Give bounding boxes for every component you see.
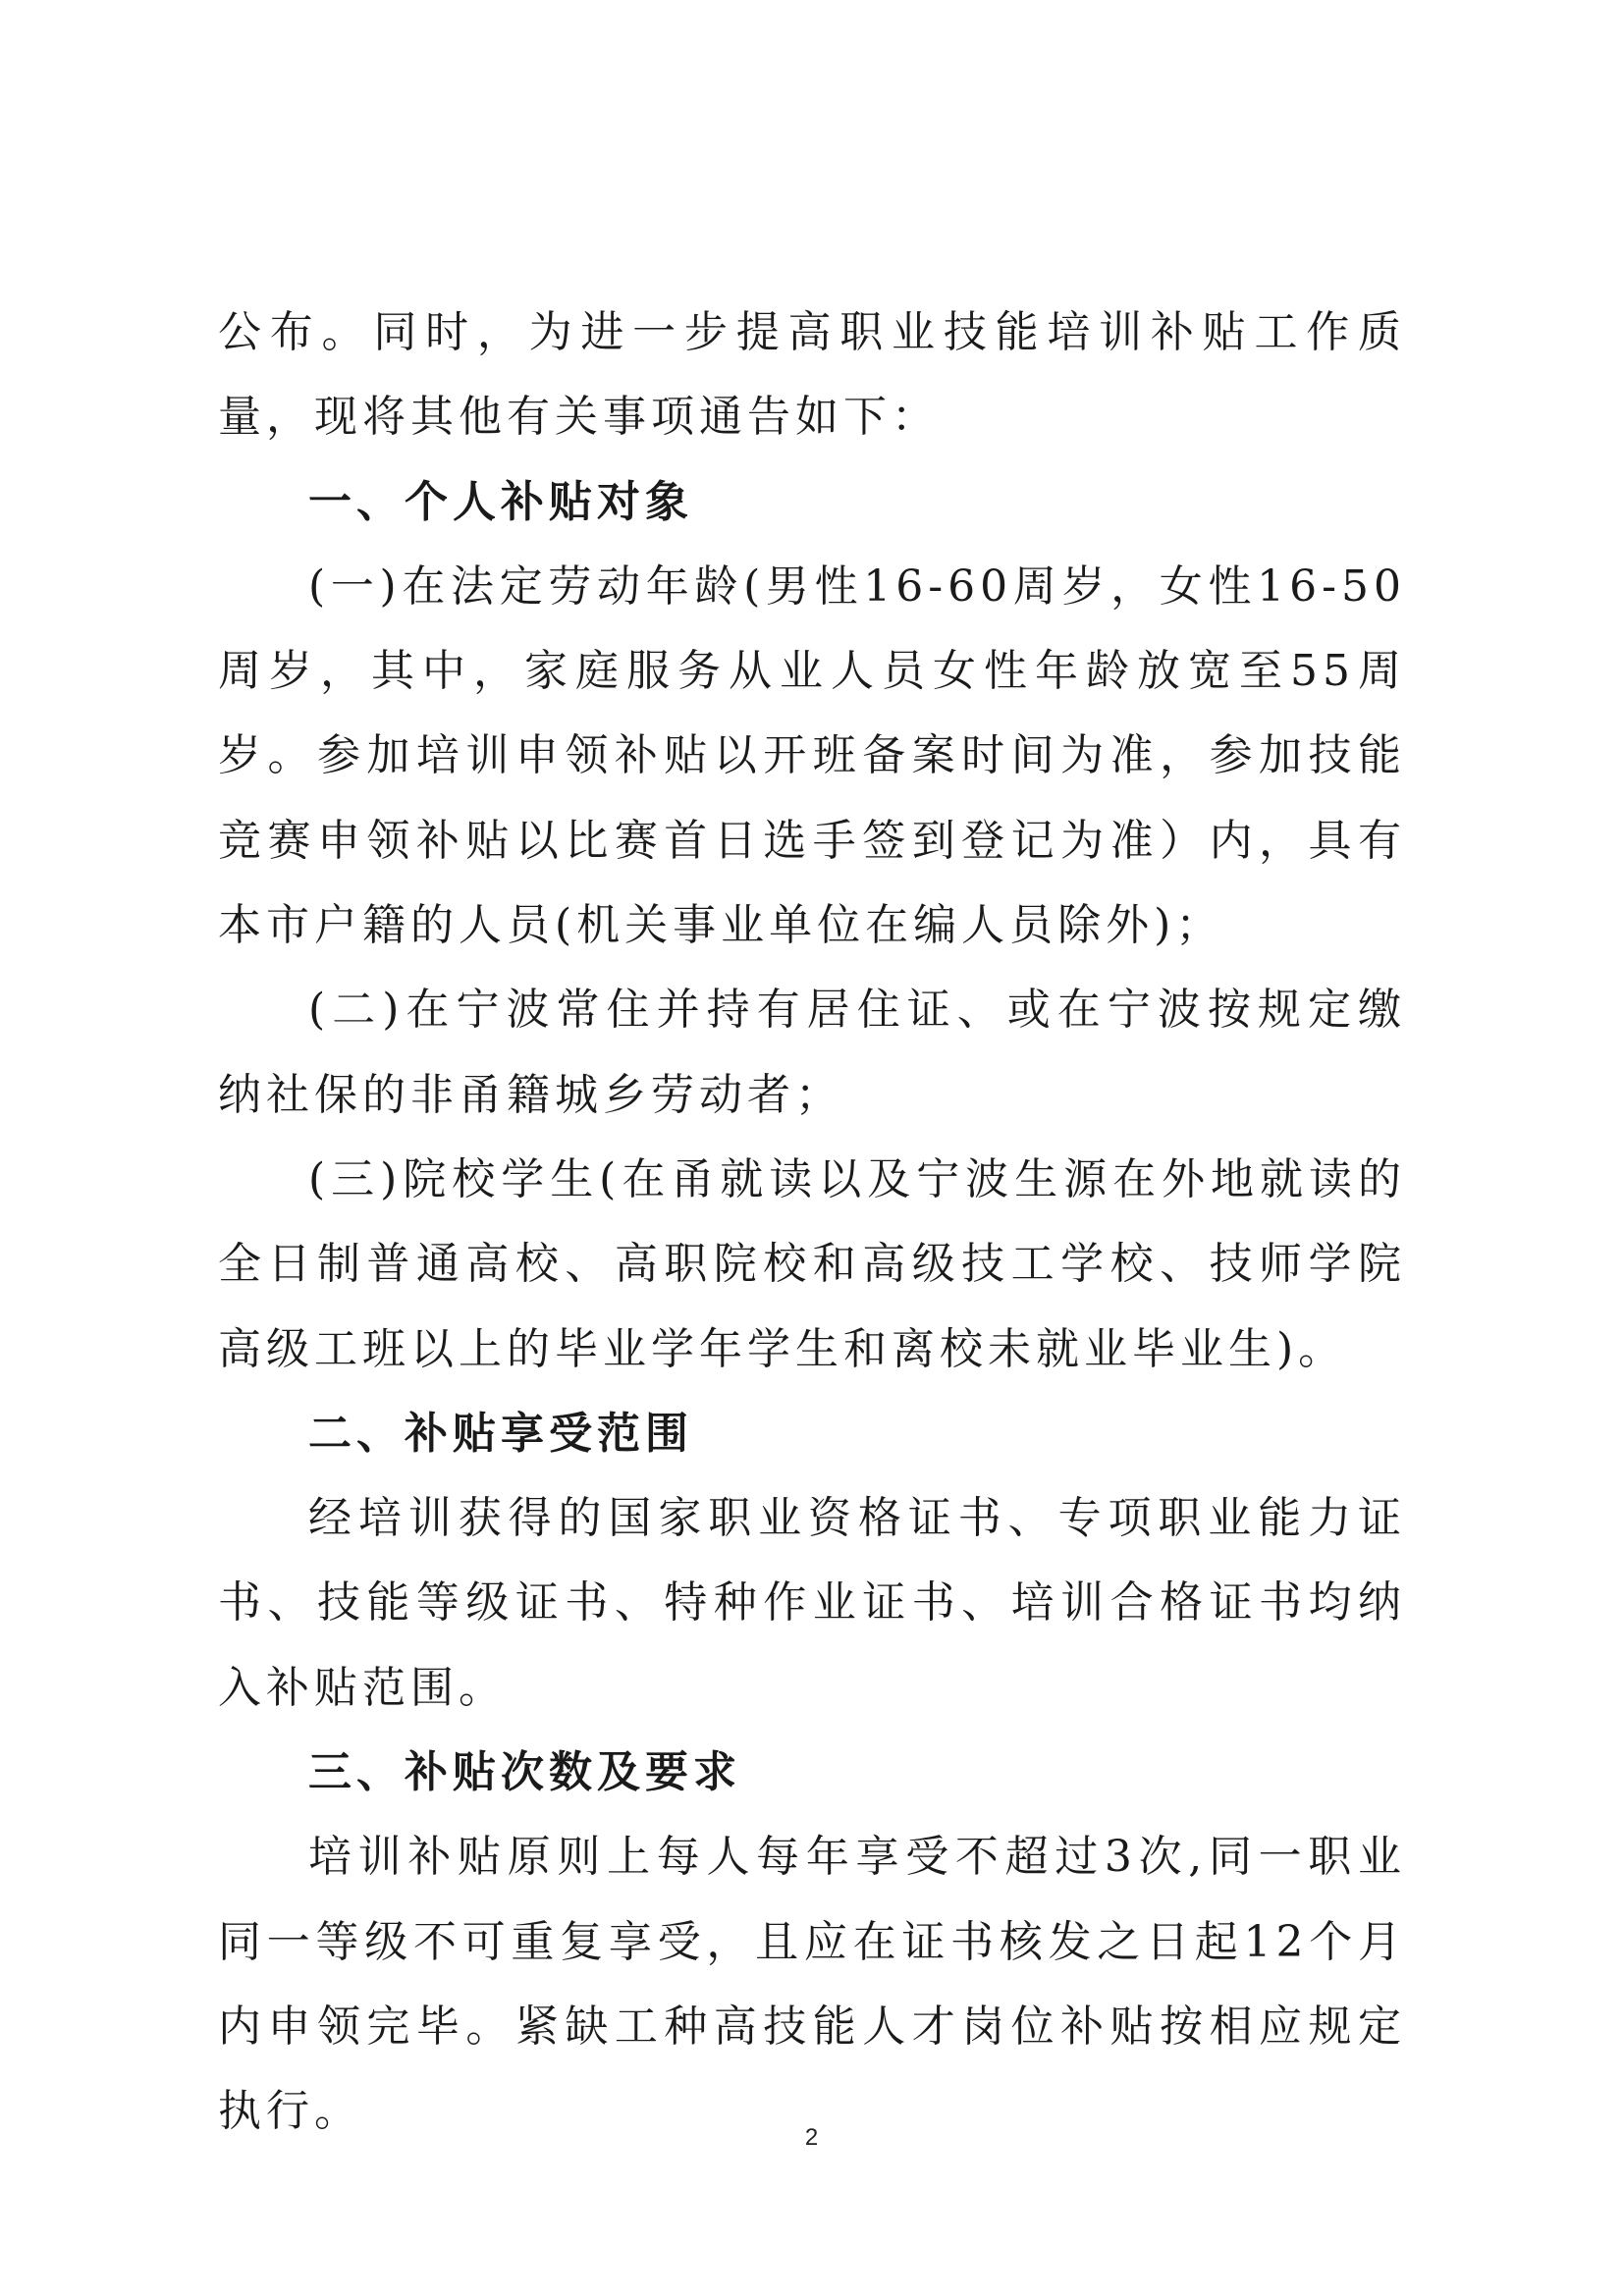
section-heading-2: 二、补贴享受范围 (308, 1408, 693, 1459)
paragraph-continuation: 公布。同时，为进一步提高职业技能培训补贴工作质量，现将其他有关事项通告如下： (218, 307, 1406, 443)
paragraph-item-3: (三)院校学生(在甬就读以及宁波生源在外地就读的全日制普通高校、高职院校和高级技工学校、技师学院高级工班以上的毕业学年学生和离校未就业毕业生)。 (218, 1153, 1406, 1374)
document-body (218, 291, 1406, 2155)
paragraph-item-1: (一)在法定劳动年龄(男性16-60周岁，女性16-50周岁，其中，家庭服务从业人员女性年龄放宽至55周岁。参加培训申领补贴以开班备案时间为准，参加技能竞赛申领补贴以比赛首日选手签到登记为准）内，具有本市户籍的人员(机关事业单位在编人员除外)； (218, 561, 1406, 951)
section-heading-3: 三、补贴次数及要求 (308, 1747, 741, 1798)
section-heading-1: 一、个人补贴对象 (308, 476, 693, 527)
paragraph-scope: 经培训获得的国家职业资格证书、专项职业能力证书、技能等级证书、特种作业证书、培训合格证书均纳入补贴范围。 (218, 1493, 1406, 1713)
paragraph-item-2: (二)在宁波常住并持有居住证、或在宁波按规定缴纳社保的非甬籍城乡劳动者； (218, 985, 1406, 1120)
paragraph-requirements: 培训补贴原则上每人每年享受不超过3次,同一职业同一等级不可重复享受，且应在证书核发之日起12个月内申领完毕。紧缺工种高技能人才岗位补贴按相应规定执行。 (218, 1832, 1406, 2137)
page-number: 2 (804, 2124, 819, 2151)
